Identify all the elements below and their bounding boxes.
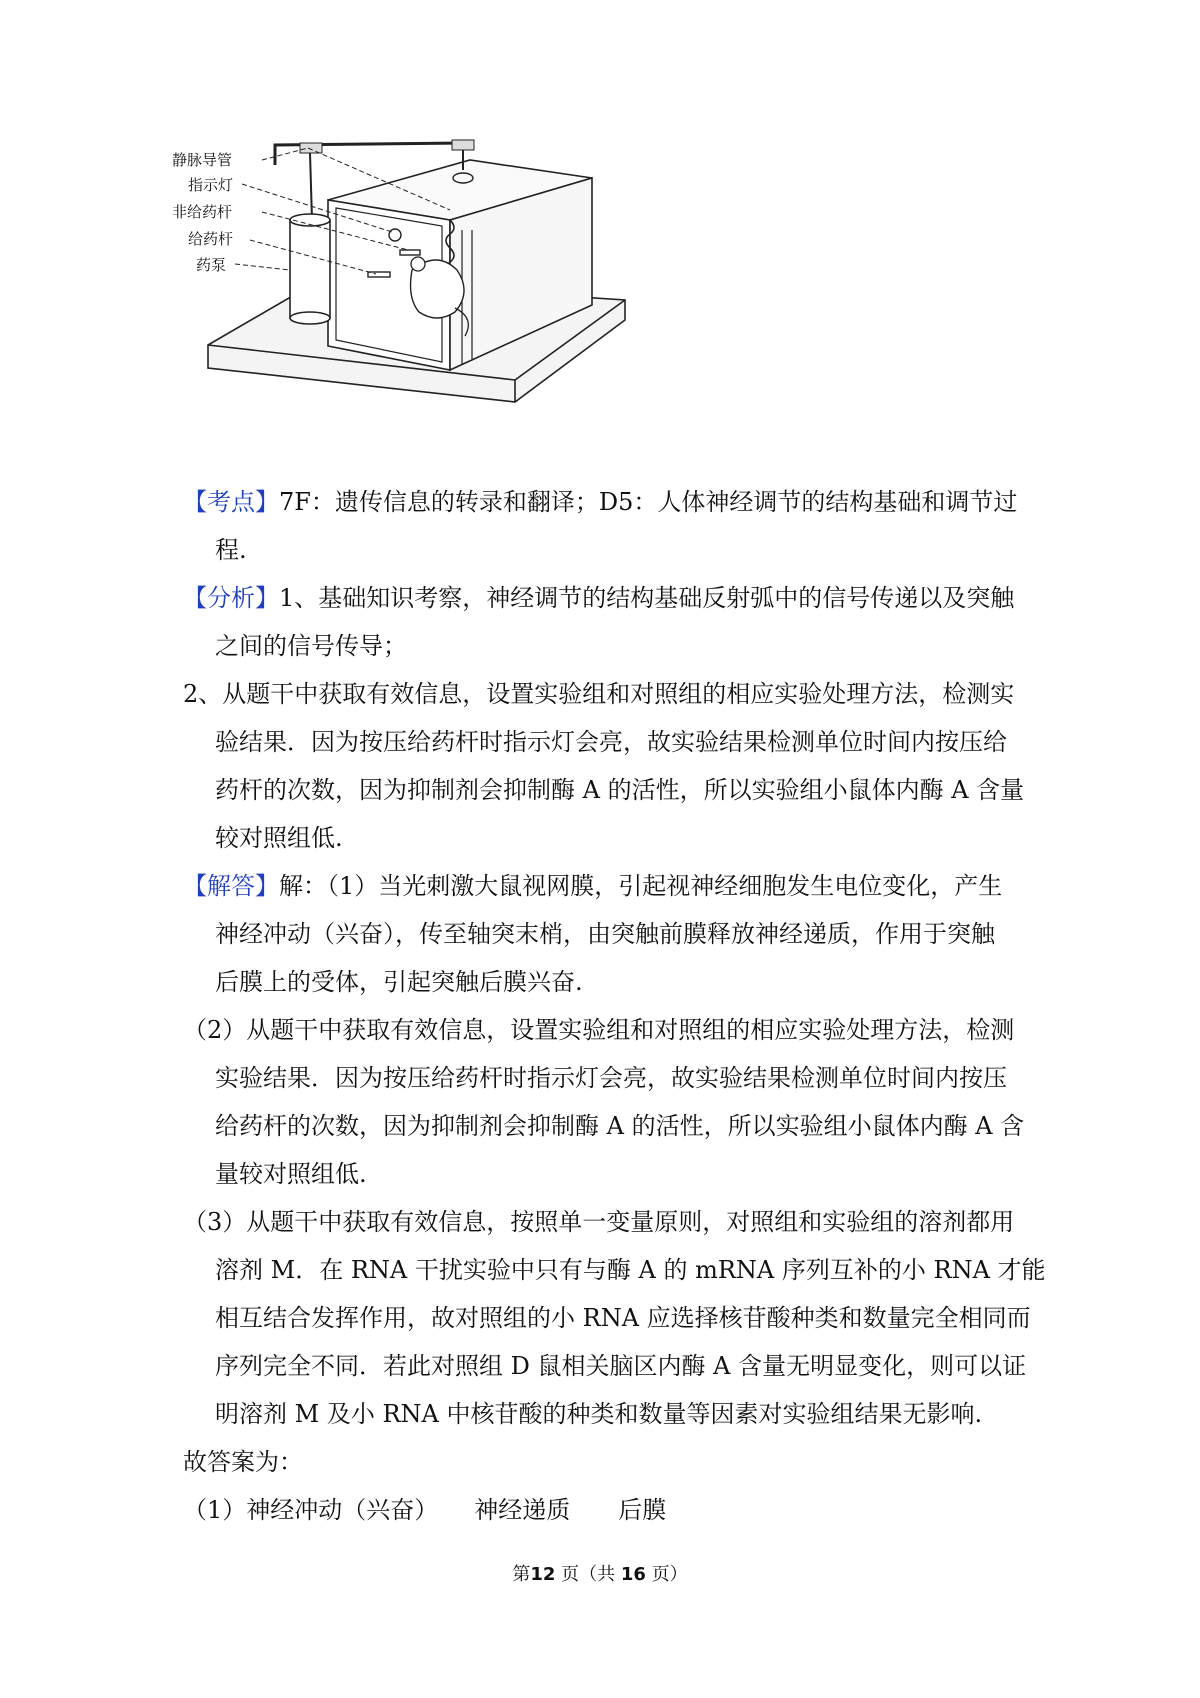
jieda-tag: 【解答】 [183, 872, 279, 900]
footer-total-pages: 16 [620, 1564, 646, 1585]
jieda-line-3: 后膜上的受体，引起突触后膜兴奋. [215, 968, 583, 996]
fenxi-point-2-line-3: 药杆的次数，因为抑制剂会抑制酶 A 的活性，所以实验组小鼠体内酶 A 含量 [215, 776, 1025, 804]
fenxi-point-2: 2、从题干中获取有效信息，设置实验组和对照组的相应实验处理方法，检测实 [183, 680, 1015, 708]
fenxi-line [183, 583, 1033, 613]
kaodian-tag: 【考点】 [183, 488, 279, 516]
kaodian-text: 7F：遗传信息的转录和翻译；D5：人体神经调节的结构基础和调节过 [279, 488, 1018, 516]
label-dosing-lever: 给药杆 [188, 230, 234, 248]
fenxi-tag: 【分析】 [183, 584, 279, 612]
label-drug-pump: 药泵 [196, 256, 227, 274]
jieda-part-3-line-2: 溶剂 M．在 RNA 干扰实验中只有与酶 A 的 mRNA 序列互补的小 RNA 才能 [215, 1256, 1046, 1284]
jieda-part-2-line-2: 实验结果．因为按压给药杆时指示灯会亮，故实验结果检测单位时间内按压 [215, 1064, 1007, 1092]
jieda-line [183, 871, 1033, 901]
experiment-apparatus-figure [172, 140, 680, 440]
fenxi-point-2-line-4: 较对照组低. [215, 824, 343, 852]
jieda-part-2: （2）从题干中获取有效信息，设置实验组和对照组的相应实验处理方法，检测 [183, 1016, 1015, 1044]
footer-suffix: 页） [645, 1564, 688, 1585]
footer-middle: 页（共 [555, 1564, 621, 1585]
jieda-part-2-line-4: 量较对照组低. [215, 1160, 367, 1188]
kaodian-line [183, 487, 1033, 517]
jieda-part-3: （3）从题干中获取有效信息，按照单一变量原则，对照组和实验组的溶剂都用 [183, 1208, 1015, 1236]
jieda-line-2: 神经冲动（兴奋），传至轴突末梢，由突触前膜释放神经递质，作用于突触 [215, 920, 995, 948]
label-non-dosing-lever: 非给药杆 [172, 203, 233, 221]
jieda-text: 解：（1）当光刺激大鼠视网膜，引起视神经细胞发生电位变化，产生 [279, 872, 1003, 900]
footer-prefix: 第 [512, 1564, 531, 1585]
answer-heading: 故答案为： [183, 1448, 303, 1476]
jieda-part-2-line-3: 给药杆的次数，因为抑制剂会抑制酶 A 的活性，所以实验组小鼠体内酶 A 含 [215, 1112, 1025, 1140]
footer-page-number: 12 [530, 1564, 556, 1585]
jieda-part-3-line-3: 相互结合发挥作用，故对照组的小 RNA 应选择核苷酸种类和数量完全相同而 [215, 1304, 1031, 1332]
label-vein-catheter: 静脉导管 [172, 151, 233, 169]
jieda-part-3-line-4: 序列完全不同．若此对照组 D 鼠相关脑区内酶 A 含量无明显变化，则可以证 [215, 1352, 1027, 1380]
jieda-part-3-line-5: 明溶剂 M 及小 RNA 中核苷酸的种类和数量等因素对实验组结果无影响. [215, 1400, 983, 1428]
fenxi-point-2-line-2: 验结果．因为按压给药杆时指示灯会亮，故实验结果检测单位时间内按压给 [215, 728, 1007, 756]
page-footer [0, 1560, 1200, 1586]
kaodian-continuation: 程. [215, 536, 247, 564]
answer-part-1: （1）神经冲动（兴奋） 神经递质 后膜 [183, 1496, 667, 1524]
label-indicator-light: 指示灯 [188, 176, 234, 194]
fenxi-text: 1、基础知识考察，神经调节的结构基础反射弧中的信号传递以及突触 [279, 584, 1015, 612]
fenxi-continuation: 之间的信号传导； [215, 632, 407, 660]
